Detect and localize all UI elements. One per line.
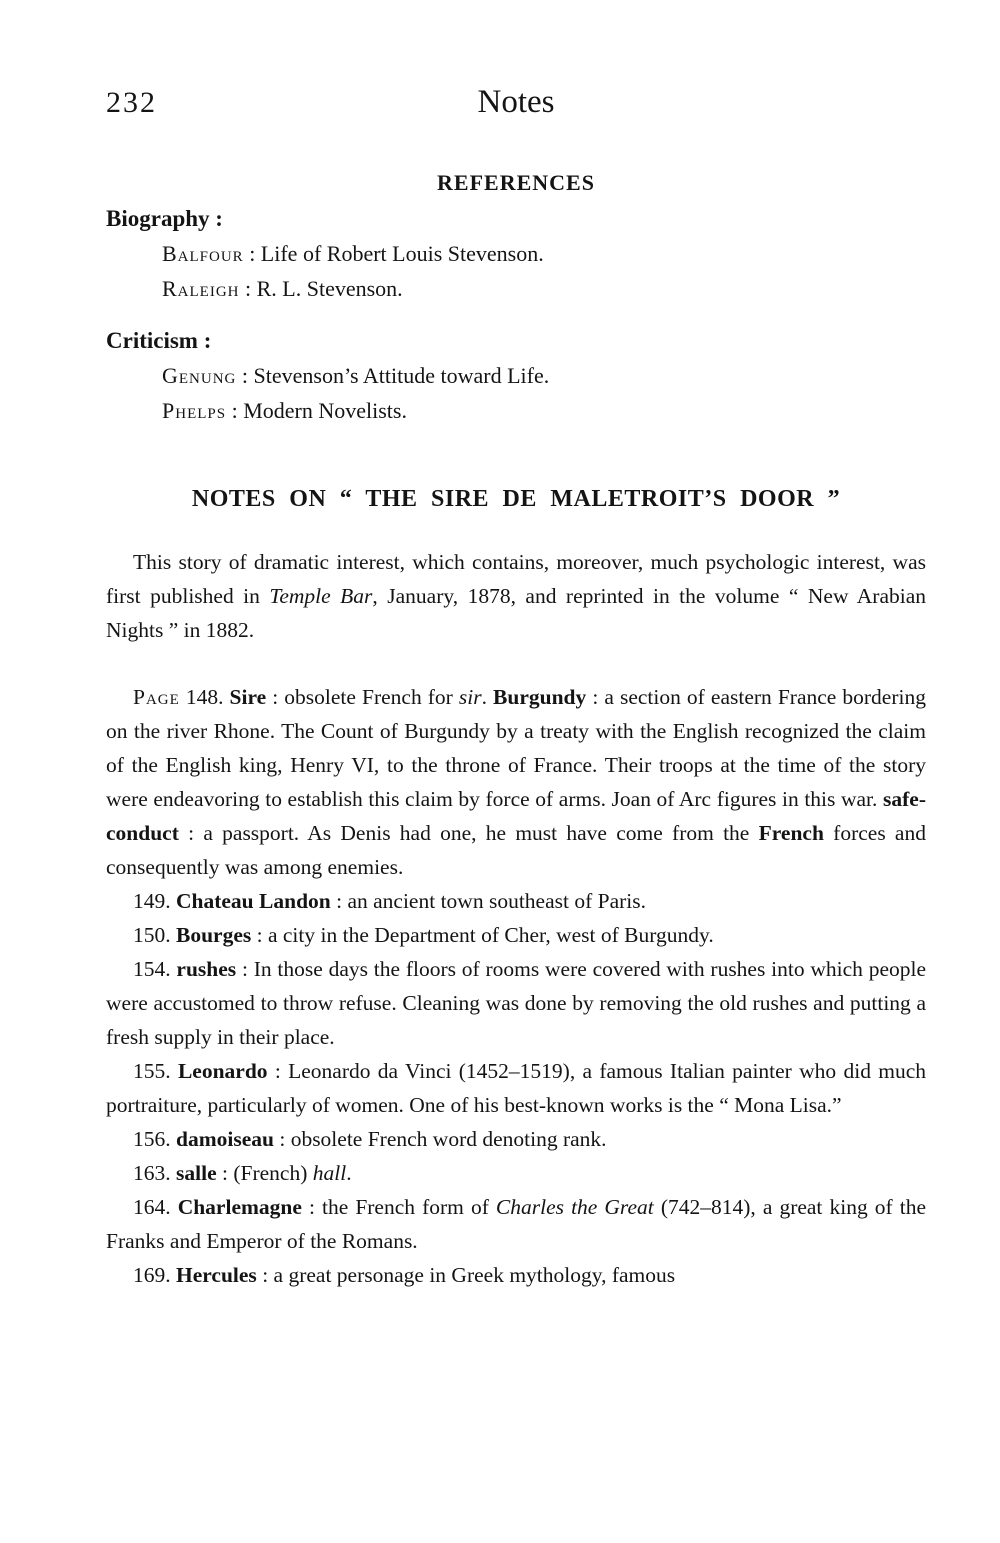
note-paragraph-155: 155. Leonardo : Leonardo da Vinci (1452–1519), a famous Italian painter who did much portraiture, particularly of women. One of his best-known works is the “ Mona Lisa.” <box>106 1059 927 1117</box>
reference-group-biography <box>106 202 926 306</box>
reference-text: : Stevenson’s Attitude toward Life. <box>236 363 550 388</box>
reference-author: Genung <box>162 363 237 388</box>
reference-item <box>106 393 926 428</box>
reference-group-criticism <box>106 324 926 428</box>
reference-item <box>106 358 926 393</box>
notes-list <box>106 680 926 1292</box>
reference-text: : R. L. Stevenson. <box>239 276 403 301</box>
reference-group-label: Biography : <box>106 206 223 231</box>
reference-item <box>106 271 926 306</box>
reference-author: Balfour <box>162 241 244 266</box>
page-title: Notes <box>477 84 555 120</box>
note-paragraph-149: 149. Chateau Landon : an ancient town southeast of Paris. <box>133 889 647 913</box>
reference-text: : Modern Novelists. <box>226 398 407 423</box>
reference-text: : Life of Robert Louis Stevenson. <box>243 241 544 266</box>
page-number: 232 <box>106 86 157 119</box>
reference-author: Raleigh <box>162 276 240 301</box>
page-header <box>106 84 926 128</box>
note-paragraph-150: 150. Bourges : a city in the Department of Cher, west of Burgundy. <box>133 923 714 947</box>
note-paragraph-163: 163. salle : (French) hall. <box>133 1161 352 1185</box>
note-paragraph-169: 169. Hercules : a great personage in Greek mythology, famous <box>133 1263 676 1287</box>
note-paragraph-154: 154. rushes : In those days the floors of rooms were covered with rushes into which people were accustomed to throw refuse. Cleaning was done by removing the old rushes and putting a fresh supply in their place. <box>106 957 927 1049</box>
reference-author: Phelps <box>162 398 227 423</box>
reference-group-label: Criticism : <box>106 328 212 353</box>
note-paragraph-164: 164. Charlemagne : the French form of Charles the Great (742–814), a great king of the Franks and Emperor of the Romans. <box>106 1195 926 1253</box>
reference-item <box>106 236 926 271</box>
notes-section-heading: NOTES ON “ THE SIRE DE MALETROIT’S DOOR ” <box>191 486 841 512</box>
intro-paragraph: This story of dramatic interest, which contains, moreover, much psychologic interest, was first published in Temple Bar, January, 1878, and reprinted in the volume “ New Arabian Nights ” in 1882. <box>106 550 926 642</box>
note-paragraph-156: 156. damoiseau : obsolete French word denoting rank. <box>133 1127 607 1151</box>
references-heading: REFERENCES <box>437 170 595 195</box>
note-paragraph-148: Page 148. Sire : obsolete French for sir. Burgundy : a section of eastern France bordering on the river Rhone. The Count of Burgundy by a treaty with the English recognized the claim of the English king, Henry VI, to the throne of France. Their troops at the time of the story were endeavoring to establish this claim by force of arms. Joan of Arc figures in this war. safe-conduct : a passport. As Denis had one, he must have come from the French forces and consequently was among enemies. <box>106 685 926 879</box>
